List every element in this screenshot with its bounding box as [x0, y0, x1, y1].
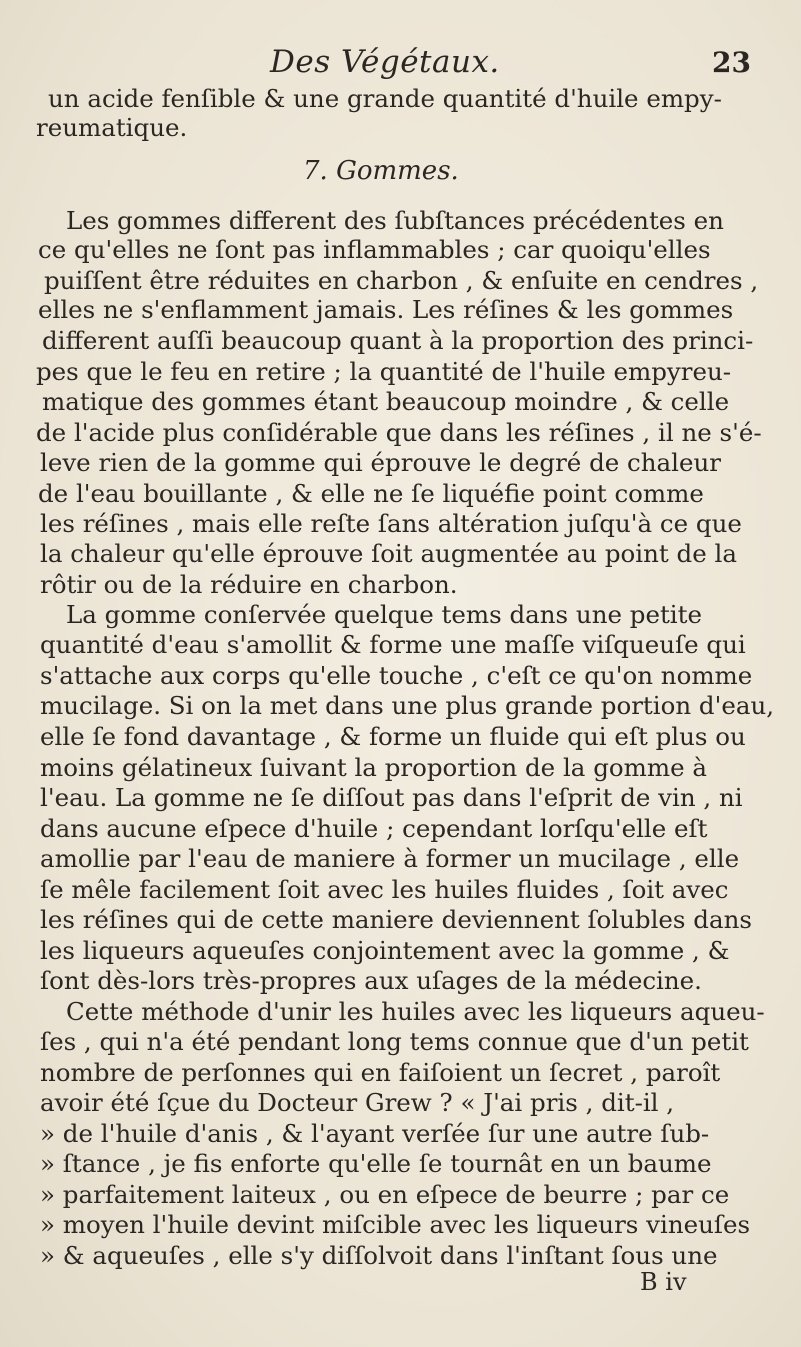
text-line: matique des gommes étant beaucoup moindre , & celle	[42, 387, 730, 416]
text-line: » parfaitement laiteux , ou en eſpece de beurre ; par ce	[40, 1180, 730, 1209]
text-line: s'attache aux corps qu'elle touche , c'eſt ce qu'on nomme	[40, 661, 753, 690]
text-line: Cette méthode d'unir les huiles avec les liqueurs aqueu-	[66, 997, 765, 1026]
page-header	[0, 44, 801, 84]
text-line: » de l'huile d'anis , & l'ayant verſée ſur une autre ſub-	[40, 1119, 710, 1148]
text-line: nombre de perſonnes qui en faiſoient un ſecret , paroît	[40, 1058, 721, 1087]
text-line: different auſſi beaucoup quant à la proportion des princi-	[42, 326, 754, 355]
text-line: pes que le feu en retire ; la quantité de l'huile empyreu-	[36, 357, 732, 386]
text-line: dans aucune eſpece d'huile ; cependant lorſqu'elle eſt	[40, 814, 708, 843]
text-line: l'eau. La gomme ne ſe diſſout pas dans l'eſprit de vin , ni	[40, 783, 743, 812]
text-line: La gomme conſervée quelque tems dans une petite	[66, 600, 702, 629]
text-line: un acide fenſible & une grande quantité d'huile empy-	[48, 84, 722, 113]
text-line: » & aqueuſes , elle s'y diſſolvoit dans l'inſtant ſous une	[40, 1241, 718, 1270]
text-line: elles ne s'enflamment jamais. Les réſines & les gommes	[38, 295, 734, 324]
section-title: 7. Gommes.	[303, 156, 459, 186]
text-line: ſont dès-lors très-propres aux uſages de la médecine.	[40, 966, 702, 995]
text-line: la chaleur qu'elle éprouve ſoit augmentée au point de la	[40, 539, 737, 568]
text-line: de l'eau bouillante , & elle ne ſe liquéfie point comme	[38, 479, 704, 508]
text-line: rôtir ou de la réduire en charbon.	[40, 570, 458, 599]
text-line: avoir été ſçue du Docteur Grew ? « J'ai pris , dit-il ,	[40, 1088, 675, 1117]
text-line: les liqueurs aqueuſes conjointement avec la gomme , &	[40, 936, 730, 965]
text-line: les réſines , mais elle reſte ſans altération juſqu'à ce que	[40, 509, 742, 538]
page-number: 23	[712, 46, 751, 79]
text-line: ſes , qui n'a été pendant long tems connue que d'un petit	[40, 1027, 749, 1056]
text-line: quantité d'eau s'amollit & forme une maſſe viſqueuſe qui	[40, 630, 746, 659]
text-line: reumatique.	[36, 113, 188, 142]
text-line: leve rien de la gomme qui éprouve le degré de chaleur	[40, 448, 721, 477]
text-line: » ſtance , je fis enforte qu'elle ſe tournât en un baume	[40, 1149, 712, 1178]
text-line: les réſines qui de cette maniere deviennent ſolubles dans	[40, 905, 752, 934]
signature-mark: B iv	[640, 1268, 687, 1296]
text-line: ſe mêle facilement ſoit avec les huiles fluides , ſoit avec	[40, 875, 729, 904]
text-line: amollie par l'eau de maniere à former un mucilage , elle	[40, 844, 740, 873]
text-line: de l'acide plus conſidérable que dans les réſines , il ne s'é-	[36, 418, 762, 447]
text-line: puiſſent être réduites en charbon , & enſuite en cendres ,	[44, 266, 759, 295]
text-line: moins gélatineux ſuivant la proportion de la gomme à	[40, 753, 707, 782]
text-line: mucilage. Si on la met dans une plus grande portion d'eau,	[40, 691, 775, 720]
text-line: Les gommes different des ſubſtances précédentes en	[66, 206, 724, 235]
text-line: ce qu'elles ne ſont pas inflammables ; car quoiqu'elles	[38, 235, 711, 264]
text-line: elle ſe fond davantage , & forme un fluide qui eſt plus ou	[40, 722, 746, 751]
text-line: » moyen l'huile devint miſcible avec les liqueurs vineuſes	[40, 1210, 751, 1239]
running-title: Des Végétaux.	[270, 44, 500, 80]
